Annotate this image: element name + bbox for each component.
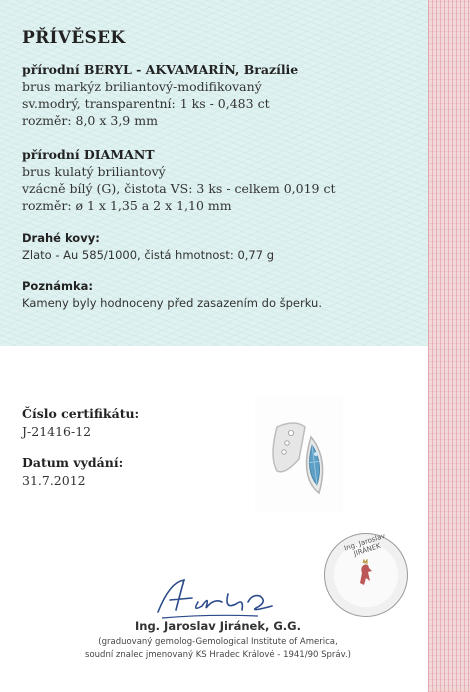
beryl-section [22,61,298,129]
signatory-credential: (graduovaný gemolog-Gemological Institute of America, [98,637,338,647]
seal-text: Ing. Jaroslav JIRÁNEK [343,531,387,558]
handwritten-signature [140,572,290,624]
issue-date-label: Datum vydání: [22,455,124,470]
metals-heading: Drahé kovy: [22,231,100,245]
issue-date-block [22,455,123,488]
gemologist-seal [324,533,408,617]
diamond-heading: přírodní DIAMANT [22,147,155,162]
signatory-name: Ing. Jaroslav Jiránek, G.G. [134,619,301,633]
signatory-credential: soudní znalec jmenovaný KS Hradec Králové - 1941/90 Správ.) [85,650,351,660]
certificate-block [22,406,139,439]
diamond-line: rozměr: ø 1 x 1,35 a 2 x 1,10 mm [22,198,232,213]
pendant-image [255,397,343,513]
diamond-line: brus kulatý briliantový [22,164,166,179]
diamond-line: vzácně bílý (G), čistota VS: 3 ks - celkem 0,019 ct [22,181,336,196]
note-heading: Poznámka: [22,279,93,293]
beryl-heading: přírodní BERYL - AKVAMARÍN, Brazílie [22,62,299,77]
diamond-section [22,146,336,214]
metals-section [22,230,274,264]
note-section [22,278,322,312]
note-line: Kameny byly hodnoceny před zasazením do šperku. [22,296,322,310]
beryl-line: sv.modrý, transparentní: 1 ks - 0,483 ct [22,96,270,111]
certificate-label: Číslo certifikátu: [22,406,140,421]
issue-date-value: 31.7.2012 [22,473,86,488]
page-title: PŘÍVĚSEK [22,28,126,48]
certificate-number: J-21416-12 [22,424,92,439]
security-border-strip [428,0,470,692]
lion-emblem-icon [352,559,378,589]
metals-line: Zlato - Au 585/1000, čistá hmotnost: 0,77 g [22,248,275,262]
beryl-line: brus markýz briliantový-modifikovaný [22,79,262,94]
beryl-line: rozměr: 8,0 x 3,9 mm [22,113,158,128]
pendant-photo [255,397,343,513]
